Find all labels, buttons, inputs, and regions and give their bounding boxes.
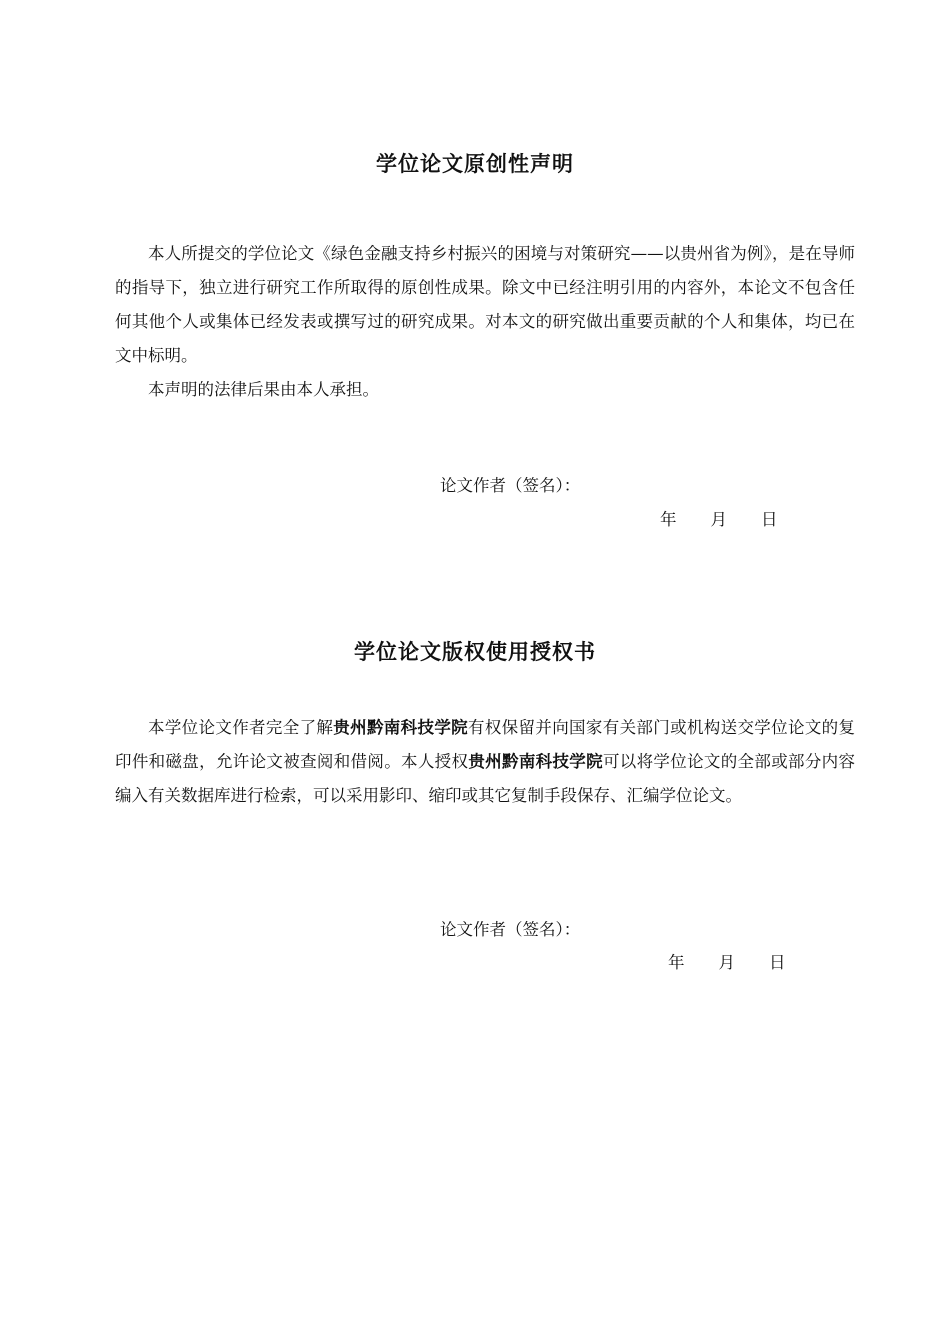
authorization-date-day: 日 <box>769 953 786 972</box>
declaration-date-day: 日 <box>761 510 778 529</box>
declaration-signature-label: 论文作者（签名）： <box>440 476 581 495</box>
institution-name: 贵州黔南科技学院 <box>333 718 468 737</box>
authorization-date-month: 月 <box>718 953 735 972</box>
institution-name: 贵州黔南科技学院 <box>468 752 603 771</box>
authorization-text-part-1: 本学位论文作者完全了解 <box>148 718 334 737</box>
declaration-date-year: 年 <box>660 510 677 529</box>
declaration-title: 学位论文原创性声明 <box>376 152 574 176</box>
declaration-date-month: 月 <box>710 510 727 529</box>
authorization-date <box>668 949 786 973</box>
authorization-date-year: 年 <box>668 953 685 972</box>
authorization-title: 学位论文版权使用授权书 <box>354 640 596 664</box>
authorization-body <box>115 711 855 813</box>
authorization-signature-label: 论文作者（签名）： <box>440 920 581 939</box>
authorization-text-part-2: 有权保留并向国家有关部门或机构送交学位论文的复印件和磁盘，允许论文被查阅和借阅。本人授权 <box>115 718 856 771</box>
declaration-date <box>660 506 778 530</box>
declaration-paragraph-1: 本人所提交的学位论文《绿色金融支持乡村振兴的困境与对策研究——以贵州省为例》，是在导师的指导下，独立进行研究工作所取得的原创性成果。除文中已经注明引用的内容外，本论文不包含任何其他个人或集体已经发表或撰写过的研究成果。对本文的研究做出重要贡献的个人和集体，均已在文中标明。 <box>115 244 855 365</box>
authorization-text-part-3: 可以将学位论文的全部或部分内容编入有关数据库进行检索，可以采用影印、缩印或其它复制手段保存、汇编学位论文。 <box>115 752 856 805</box>
declaration-paragraph-2: 本声明的法律后果由本人承担。 <box>148 380 379 399</box>
declaration-body <box>115 237 855 407</box>
authorization-paragraph <box>115 711 855 813</box>
